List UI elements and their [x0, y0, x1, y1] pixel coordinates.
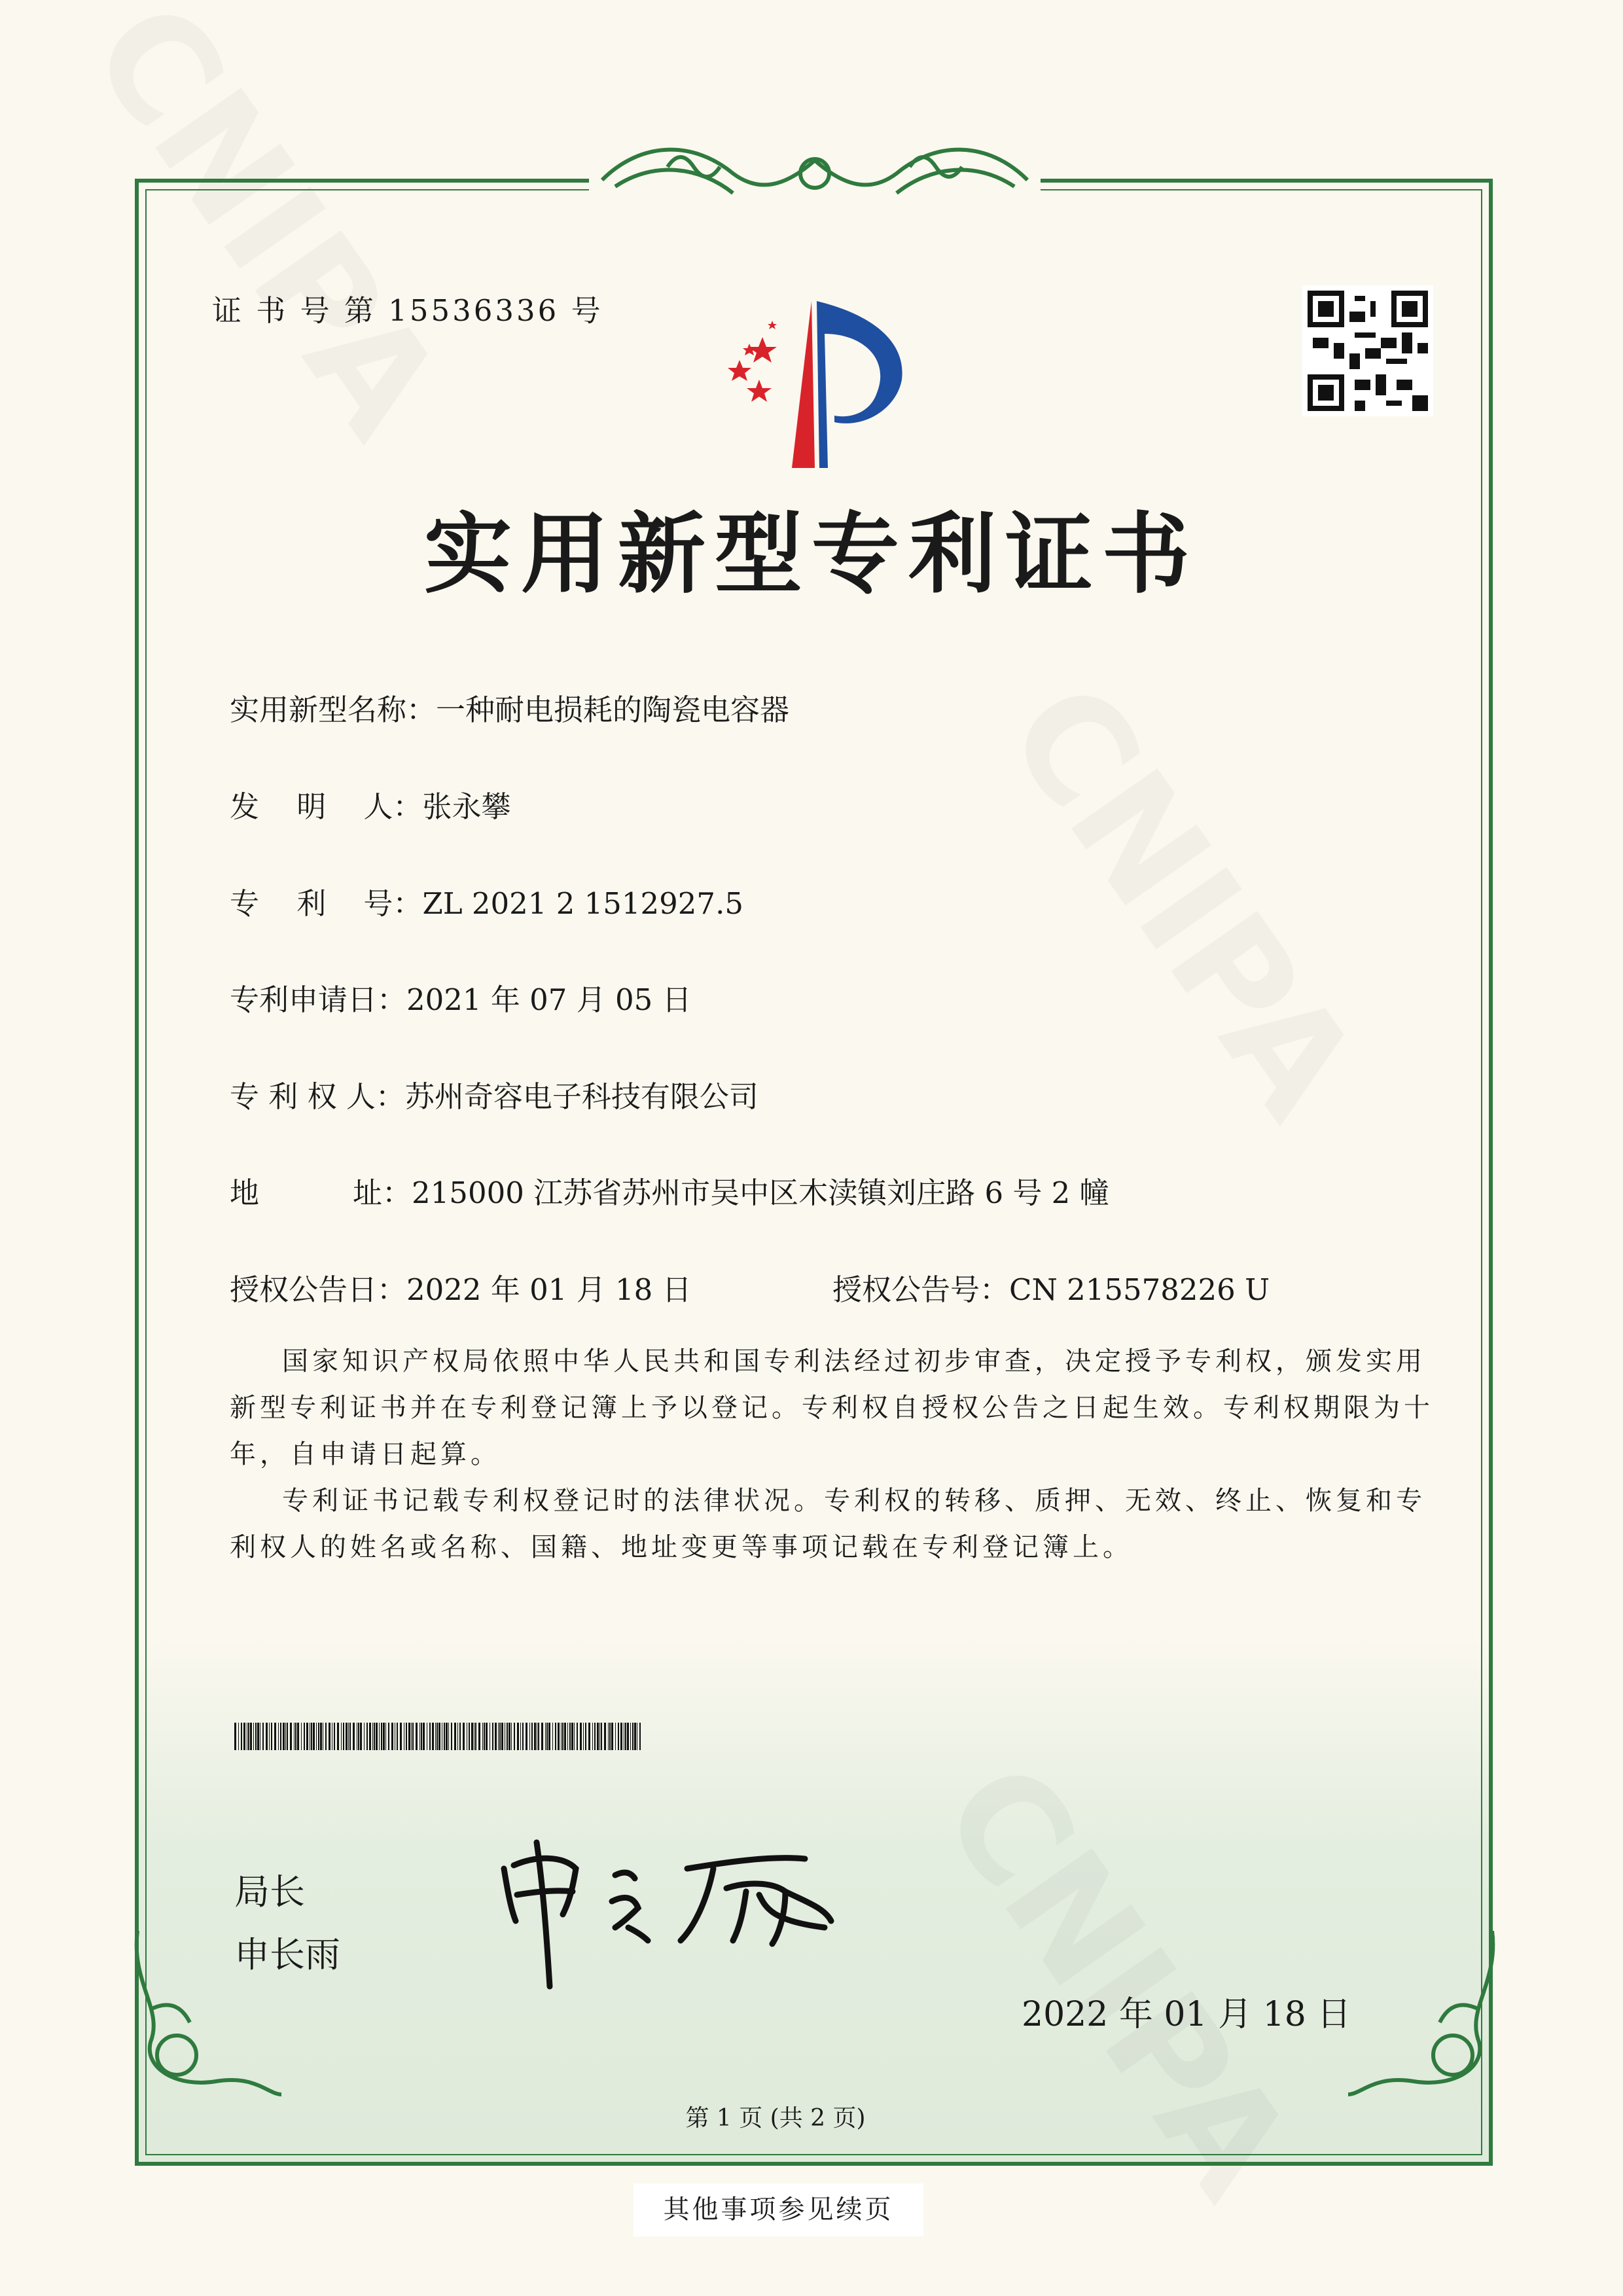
barcode-bar	[585, 1723, 586, 1750]
field-value: 一种耐电损耗的陶瓷电容器	[436, 692, 790, 727]
barcode-bar	[555, 1723, 556, 1750]
top-ornament	[589, 134, 1041, 213]
field-patent-number	[230, 880, 743, 922]
barcode-bar	[611, 1723, 613, 1750]
barcode-bar	[318, 1723, 319, 1750]
barcode-bar	[501, 1723, 503, 1750]
barcode-bar	[262, 1723, 264, 1750]
barcode-bar	[463, 1723, 465, 1750]
barcode-bar	[432, 1723, 434, 1750]
field-value: 张永攀	[422, 789, 511, 824]
barcode-bar	[416, 1723, 418, 1750]
barcode-bar	[346, 1723, 348, 1750]
barcode-bar	[241, 1723, 242, 1750]
barcode-bar	[634, 1723, 636, 1750]
barcode-bar	[604, 1723, 606, 1750]
barcode-bar	[594, 1723, 596, 1750]
barcode-bar	[627, 1723, 629, 1750]
barcode-bar	[571, 1723, 573, 1750]
barcode-bar	[248, 1723, 249, 1750]
barcode-bar	[369, 1723, 371, 1750]
field-value: 2022 年 01 月 18 日	[406, 1272, 692, 1307]
barcode-bar	[329, 1723, 330, 1750]
signatory-name: 申长雨	[234, 1934, 340, 1975]
barcode-bar	[475, 1723, 476, 1750]
barcode-bar	[608, 1723, 609, 1750]
barcode-bar	[411, 1723, 412, 1750]
barcode-bar	[353, 1723, 355, 1750]
barcode-bar	[408, 1723, 410, 1750]
barcode-bar	[287, 1723, 288, 1750]
barcode-bar	[364, 1723, 365, 1750]
barcode-bar	[301, 1723, 302, 1750]
barcode-bar	[381, 1723, 382, 1750]
field-label: 专 利 权 人：	[230, 1079, 405, 1114]
barcode-bar	[569, 1723, 571, 1750]
issue-date: 2022 年 01 月 18 日	[1022, 1995, 1351, 2034]
barcode-bar	[366, 1723, 368, 1750]
barcode-bar	[526, 1723, 527, 1750]
barcode-bar	[290, 1723, 292, 1750]
field-label: 实用新型名称：	[230, 692, 437, 727]
field-label: 发 明 人：	[230, 789, 423, 824]
barcode-bar	[625, 1723, 626, 1750]
barcode-bar	[257, 1723, 259, 1750]
barcode-bar	[419, 1723, 420, 1750]
barcode-bar	[446, 1723, 448, 1750]
barcode-bar	[492, 1723, 493, 1750]
qr-code[interactable]	[1302, 285, 1433, 416]
statement-paragraph: 专利证书记载专利权登记时的法律状况。专利权的转移、质押、无效、终止、恢复和专利权人的姓名或名称、国籍、地址变更等事项记载在专利登记簿上。	[230, 1486, 1426, 1562]
barcode-bar	[316, 1723, 317, 1750]
barcode-bar	[341, 1723, 342, 1750]
barcode-bar	[313, 1723, 315, 1750]
barcode-bar	[538, 1723, 539, 1750]
barcode-bar	[599, 1723, 600, 1750]
barcode-bar	[372, 1723, 373, 1750]
barcode-bar	[451, 1723, 452, 1750]
barcode-bar	[511, 1723, 512, 1750]
barcode-bar	[558, 1723, 560, 1750]
barcode-bar	[306, 1723, 308, 1750]
barcode-bar	[337, 1723, 339, 1750]
barcode-bar	[304, 1723, 305, 1750]
barcode-bar	[459, 1723, 461, 1750]
barcode-bar	[448, 1723, 449, 1750]
barcode-bar	[597, 1723, 599, 1750]
barcode-bar	[482, 1723, 483, 1750]
barcode-bar	[601, 1723, 602, 1750]
barcode-bar	[495, 1723, 497, 1750]
barcode-bar	[320, 1723, 322, 1750]
field-utility-model-name	[230, 686, 789, 728]
barcode-bar	[278, 1723, 279, 1750]
barcode-bar	[545, 1723, 546, 1750]
continuation-note: 其他事项参见续页	[633, 2183, 923, 2236]
barcode-bar	[269, 1723, 270, 1750]
barcode-bar	[234, 1723, 236, 1750]
barcode-bar	[250, 1723, 252, 1750]
barcode-bar	[562, 1723, 563, 1750]
barcode-bar	[534, 1723, 536, 1750]
barcode-bar	[620, 1723, 622, 1750]
barcode-bar	[334, 1723, 335, 1750]
barcode-bar	[457, 1723, 458, 1750]
barcode-bar	[311, 1723, 312, 1750]
barcode-bar	[374, 1723, 375, 1750]
barcode-bar	[592, 1723, 593, 1750]
barcode-bar	[295, 1723, 296, 1750]
field-value: ZL 2021 2 1512927.5	[422, 886, 743, 921]
page-indicator: 第 1 页 (共 2 页)	[685, 2105, 866, 2132]
barcode-bar	[552, 1723, 553, 1750]
barcode-bar	[541, 1723, 543, 1750]
certificate-number: 证 书 号 第 15536336 号	[212, 293, 603, 328]
barcode-bar	[435, 1723, 436, 1750]
corner-ornament-right	[1348, 1931, 1505, 2101]
barcode-bar	[383, 1723, 385, 1750]
barcode-bar	[388, 1723, 389, 1750]
barcode-bar	[348, 1723, 349, 1750]
barcode-bar	[546, 1723, 548, 1750]
signatory-title: 局长	[234, 1871, 305, 1912]
barcode-bar	[397, 1723, 398, 1750]
field-application-date	[230, 976, 692, 1018]
field-address	[230, 1169, 1109, 1211]
barcode-bar	[412, 1723, 414, 1750]
barcode-bar	[391, 1723, 393, 1750]
barcode-bar	[561, 1723, 562, 1750]
barcode-bar	[478, 1723, 480, 1750]
field-announcement-number	[832, 1266, 1270, 1308]
barcode-bar	[274, 1723, 276, 1750]
barcode-bar	[618, 1723, 619, 1750]
barcode-bar	[297, 1723, 299, 1750]
barcode-bar	[285, 1723, 286, 1750]
barcode-bar	[325, 1723, 327, 1750]
barcode-bar	[360, 1723, 362, 1750]
field-grant-date	[230, 1266, 692, 1308]
field-label: 专利申请日：	[230, 982, 407, 1017]
field-inventor	[230, 783, 510, 825]
barcode-bar	[522, 1723, 524, 1750]
barcode-bar	[406, 1723, 407, 1750]
barcode-bar	[548, 1723, 550, 1750]
barcode-bar	[376, 1723, 378, 1750]
barcode-bar	[529, 1723, 530, 1750]
barcode-bar	[577, 1723, 578, 1750]
barcode-bar	[271, 1723, 272, 1750]
legal-statement	[230, 1338, 1434, 1571]
barcode-bar	[444, 1723, 445, 1750]
barcode-bar	[630, 1723, 631, 1750]
field-value: 215000 江苏省苏州市吴中区木渎镇刘庄路 6 号 2 幢	[412, 1175, 1109, 1210]
barcode-bar	[517, 1723, 519, 1750]
barcode-bar	[469, 1723, 470, 1750]
barcode-bar	[574, 1723, 575, 1750]
barcode-bar	[486, 1723, 488, 1750]
barcode-bar	[520, 1723, 521, 1750]
barcode-bar	[580, 1723, 582, 1750]
field-label: 授权公告日：	[230, 1272, 407, 1307]
field-label: 授权公告号：	[832, 1272, 1010, 1307]
field-label: 地 址：	[230, 1175, 412, 1210]
barcode-bar	[343, 1723, 344, 1750]
barcode-bar	[588, 1723, 590, 1750]
barcode-bar	[567, 1723, 568, 1750]
barcode-bar	[632, 1723, 633, 1750]
certificate-title: 实用新型专利证书	[423, 502, 1199, 605]
barcode-bar	[564, 1723, 566, 1750]
handwritten-signature	[497, 1829, 838, 1993]
statement-paragraph: 国家知识产权局依照中华人民共和国专利法经过初步审查，决定授予专利权，颁发实用新型专利证书并在专利登记簿上予以登记。专利权自授权公告之日起生效。专利权期限为十年，自申请日起算。	[230, 1346, 1434, 1469]
barcode-bar	[507, 1723, 508, 1750]
barcode-bar	[454, 1723, 456, 1750]
barcode-bar	[255, 1723, 257, 1750]
field-patentee	[230, 1073, 758, 1115]
barcode-bar	[508, 1723, 510, 1750]
barcode-bar	[615, 1723, 616, 1750]
barcode-bar	[471, 1723, 473, 1750]
barcode-bar	[349, 1723, 351, 1750]
barcode-bar	[583, 1723, 584, 1750]
barcode-bar	[639, 1723, 641, 1750]
field-label: 专 利 号：	[230, 886, 423, 921]
barcode-bar	[253, 1723, 254, 1750]
barcode-bar	[280, 1723, 281, 1750]
barcode	[234, 1723, 644, 1750]
field-value: 苏州奇容电子科技有限公司	[404, 1079, 758, 1114]
barcode-bar	[358, 1723, 359, 1750]
field-value: CN 215578226 U	[1009, 1272, 1270, 1307]
barcode-bar	[266, 1723, 268, 1750]
barcode-bar	[484, 1723, 485, 1750]
barcode-bar	[379, 1723, 380, 1750]
barcode-bar	[514, 1723, 515, 1750]
barcode-bar	[238, 1723, 239, 1750]
barcode-bar	[283, 1723, 285, 1750]
barcode-bar	[437, 1723, 438, 1750]
barcode-bar	[400, 1723, 402, 1750]
cnipa-logo	[694, 288, 936, 471]
barcode-bar	[498, 1723, 499, 1750]
barcode-bar	[421, 1723, 422, 1750]
barcode-bar	[609, 1723, 611, 1750]
barcode-bar	[499, 1723, 501, 1750]
barcode-bar	[429, 1723, 431, 1750]
field-value: 2021 年 07 月 05 日	[406, 982, 692, 1017]
barcode-bar	[385, 1723, 386, 1750]
barcode-bar	[423, 1723, 425, 1750]
barcode-bar	[531, 1723, 533, 1750]
barcode-bar	[243, 1723, 245, 1750]
barcode-bar	[438, 1723, 440, 1750]
